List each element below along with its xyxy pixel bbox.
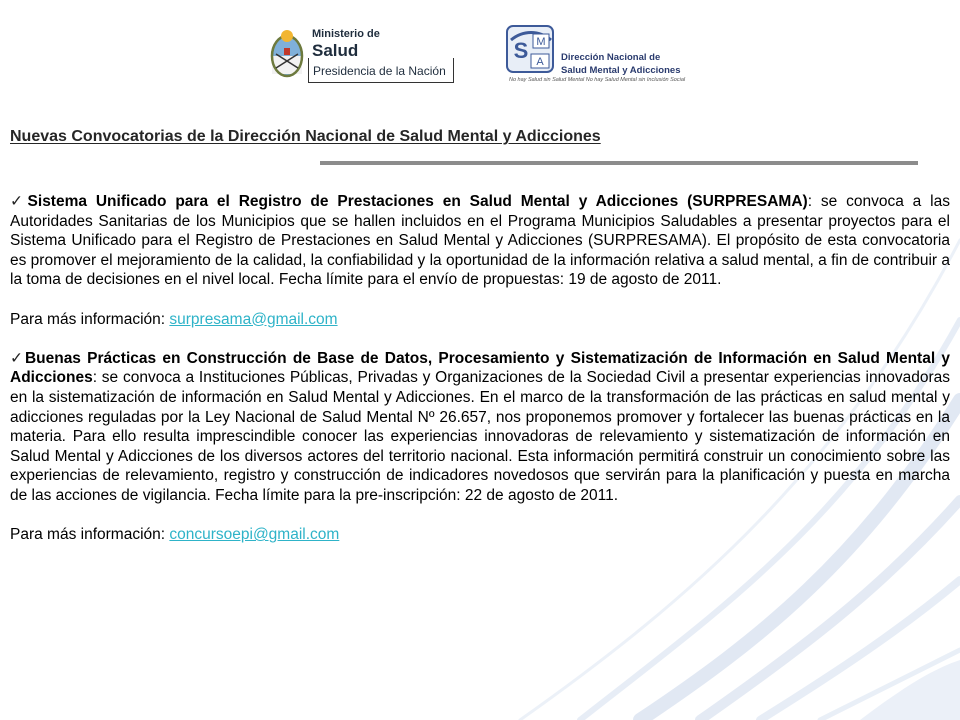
announcement-text: : se convoca a Instituciones Públicas, Privadas y Organizaciones de la Sociedad Civil a presentar experiencias innovadoras en la sistematización de información en Salud Mental y Adicciones. En el marco de la transformación de las prácticas en salud mental y adicciones reguladas por la Ley Nacional de Salud Mental Nº 26.657, nos proponemos promover y fortalecer las buenas prácticas en la materia. Para ello resulta imprescindible conocer las experiencias innovadoras de relevamiento y sistematización de información en Salud Mental y Adicciones de los diversos actores del territorio nacional. Esta información permitirá construir un conocimiento sobre las experiencias de relevamiento, registro y construcción de indicadores novedosos que servirán para la planificación y puesta en marcha de las acciones de vigilancia. Fecha límite para la pre-inscripción: 22 de agosto de 2011. [10, 369, 950, 504]
info-line [10, 310, 950, 330]
direccion-tagline: No hay Salud sin Salud Mental No hay Salud Mental sin Inclusión Social [509, 77, 686, 83]
direccion-line2: Salud Mental y Adicciones [561, 65, 681, 76]
checkmark-icon: ✓ [10, 193, 28, 210]
announcement-text: : se convoca a las Autoridades Sanitarias de los Municipios que se hallen incluidos en el Programa Municipios Saludables a presentar proyectos para el Sistema Unificado para el Registro de Prestaciones en Salud Mental y Adicciones (SURPRESAMA). El propósito de esta convocatoria es promover el mejoramiento de la calidad, la confiabilidad y la oportunidad de la información relativa a salud mental, a fin de contribuir a la toma de decisiones en el nivel local. Fecha límite para el envío de propuestas: 19 de agosto de 2011. [10, 193, 950, 289]
email-link-surpresama[interactable]: surpresama@gmail.com [169, 310, 338, 328]
msa-mark-icon [505, 24, 557, 76]
argentina-shield-icon [268, 26, 306, 84]
svg-text:S: S [513, 38, 529, 63]
ministerio-line2: Salud [312, 41, 359, 60]
title-divider [320, 161, 918, 165]
announcement-item [10, 192, 950, 290]
email-link-concursoepi[interactable]: concursoepi@gmail.com [169, 526, 340, 544]
checkmark-icon: ✓ [10, 349, 25, 367]
announcement-item [10, 349, 950, 506]
announcements [10, 192, 950, 564]
ministerio-line3: Presidencia de la Nación [313, 64, 446, 78]
svg-text:A: A [536, 56, 544, 68]
svg-text:M: M [536, 36, 546, 48]
info-label: Para más información: [10, 526, 170, 544]
announcement-heading: Buenas Prácticas en Construcción de Base de Datos, Procesamiento y Sistematización de Información en Salud Mental y Adicciones [10, 349, 950, 387]
direccion-nacional-logo [505, 24, 705, 86]
info-label: Para más información: [10, 310, 170, 328]
ministerio-salud-logo [268, 24, 458, 86]
info-line [10, 525, 950, 545]
announcement-heading: Sistema Unificado para el Registro de Prestaciones en Salud Mental y Adicciones (SURPRESAMA) [27, 193, 808, 210]
page-title: Nuevas Convocatorias de la Dirección Nacional de Salud Mental y Adicciones [10, 128, 601, 145]
ministerio-line1: Ministerio de [312, 28, 380, 40]
direccion-line1: Dirección Nacional de [561, 52, 661, 63]
